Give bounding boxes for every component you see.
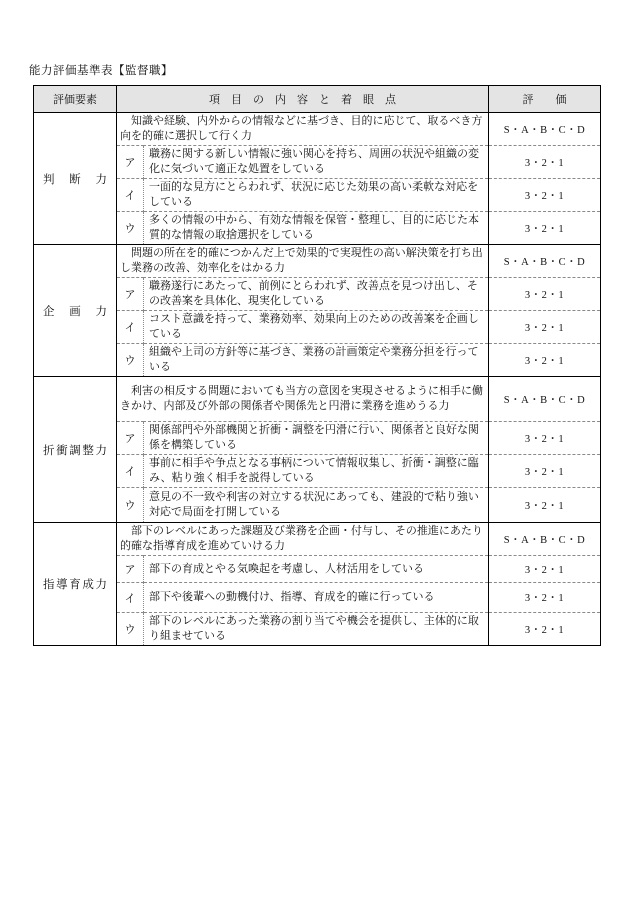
item-rating: 3・2・1 bbox=[489, 613, 601, 646]
item-text: 部下のレベルにあった業務の割り当てや機会を提供し、主体的に取り組ませている bbox=[144, 613, 489, 646]
summary-row bbox=[34, 245, 601, 278]
item-label: ウ bbox=[117, 344, 144, 377]
item-rating: 3・2・1 bbox=[489, 422, 601, 455]
item-text: 職務遂行にあたって、前例にとらわれず、改善点を見つけ出し、その改善案を具体化、現実化している bbox=[144, 278, 489, 311]
summary-row bbox=[34, 113, 601, 146]
item-row bbox=[34, 488, 601, 523]
item-label: ウ bbox=[117, 613, 144, 646]
item-text: 部下の育成とやる気喚起を考慮し、人材活用をしている bbox=[144, 556, 489, 583]
doc-title: 能力評価基準表【監督職】 bbox=[29, 65, 173, 77]
item-rating: 3・2・1 bbox=[489, 488, 601, 523]
item-label: ウ bbox=[117, 488, 144, 523]
item-rating: 3・2・1 bbox=[489, 344, 601, 377]
item-row bbox=[34, 422, 601, 455]
item-text: 事前に相手や争点となる事柄について情報収集し、折衝・調整に臨み、粘り強く相手を説得している bbox=[144, 455, 489, 488]
table-header-row bbox=[34, 86, 601, 113]
summary-cell bbox=[117, 523, 489, 556]
section-judgment bbox=[34, 113, 601, 245]
summary-row bbox=[34, 523, 601, 556]
factor-label: 折衝調整力 bbox=[34, 377, 117, 523]
summary-rating: S・A・B・C・D bbox=[489, 113, 601, 146]
factor-label: 判断力 bbox=[34, 113, 117, 245]
section-mentoring bbox=[34, 523, 601, 646]
item-rating: 3・2・1 bbox=[489, 146, 601, 179]
item-label: ア bbox=[117, 146, 144, 179]
summary-cell bbox=[117, 113, 489, 146]
header-rating: 評 価 bbox=[489, 86, 601, 113]
header-content: 項 目 の 内 容 と 着 眼 点 bbox=[117, 86, 489, 113]
item-text: 組織や上司の方針等に基づき、業務の計画策定や業務分担を行っている bbox=[144, 344, 489, 377]
header-factor: 評価要素 bbox=[34, 86, 117, 113]
item-label: イ bbox=[117, 179, 144, 212]
item-label: ア bbox=[117, 278, 144, 311]
item-row bbox=[34, 344, 601, 377]
summary-rating: S・A・B・C・D bbox=[489, 523, 601, 556]
summary-rating: S・A・B・C・D bbox=[489, 377, 601, 422]
item-rating: 3・2・1 bbox=[489, 278, 601, 311]
summary-text: 部下のレベルにあった課題及び業務を企画・付与し、その推進にあたり的確な指導育成を進めていける力 bbox=[120, 525, 483, 552]
item-text: コスト意識を持って、業務効率、効果向上のための改善案を企画している bbox=[144, 311, 489, 344]
item-text: 関係部門や外部機関と折衝・調整を円滑に行い、関係者と良好な関係を構築している bbox=[144, 422, 489, 455]
summary-row bbox=[34, 377, 601, 422]
item-text: 一面的な見方にとらわれず、状況に応じた効果の高い柔軟な対応をしている bbox=[144, 179, 489, 212]
item-row bbox=[34, 278, 601, 311]
item-row bbox=[34, 179, 601, 212]
item-label: ア bbox=[117, 556, 144, 583]
section-planning bbox=[34, 245, 601, 377]
item-row bbox=[34, 583, 601, 613]
item-rating: 3・2・1 bbox=[489, 311, 601, 344]
summary-rating: S・A・B・C・D bbox=[489, 245, 601, 278]
item-row bbox=[34, 455, 601, 488]
item-rating: 3・2・1 bbox=[489, 455, 601, 488]
item-rating: 3・2・1 bbox=[489, 179, 601, 212]
summary-cell bbox=[117, 245, 489, 278]
evaluation-criteria-table bbox=[33, 85, 601, 646]
item-text: 意見の不一致や利害の対立する状況にあっても、建設的で粘り強い対応で局面を打開している bbox=[144, 488, 489, 523]
item-row bbox=[34, 311, 601, 344]
item-rating: 3・2・1 bbox=[489, 583, 601, 613]
item-label: ウ bbox=[117, 212, 144, 245]
item-label: ア bbox=[117, 422, 144, 455]
summary-text: 利害の相反する問題においても当方の意図を実現させるように相手に働きかけ、内部及び外部の関係者や関係先と円滑に業務を進めうる力 bbox=[120, 385, 483, 412]
item-text: 多くの情報の中から、有効な情報を保管・整理し、目的に応じた本質的な情報の取捨選択をしている bbox=[144, 212, 489, 245]
item-row bbox=[34, 613, 601, 646]
summary-cell bbox=[117, 377, 489, 422]
item-row bbox=[34, 146, 601, 179]
item-row bbox=[34, 556, 601, 583]
item-label: イ bbox=[117, 583, 144, 613]
item-label: イ bbox=[117, 455, 144, 488]
item-label: イ bbox=[117, 311, 144, 344]
item-row bbox=[34, 212, 601, 245]
item-rating: 3・2・1 bbox=[489, 212, 601, 245]
item-text: 職務に関する新しい情報に強い関心を持ち、周囲の状況や組織の変化に気づいて適正な処置をしている bbox=[144, 146, 489, 179]
factor-label: 指導育成力 bbox=[34, 523, 117, 646]
factor-label: 企画力 bbox=[34, 245, 117, 377]
section-negotiation bbox=[34, 377, 601, 523]
summary-text: 問題の所在を的確につかんだ上で効果的で実現性の高い解決策を打ち出し業務の改善、効率化をはかる力 bbox=[120, 247, 483, 274]
summary-text: 知識や経験、内外からの情報などに基づき、目的に応じて、取るべき方向を的確に選択して行く力 bbox=[120, 115, 483, 142]
item-rating: 3・2・1 bbox=[489, 556, 601, 583]
item-text: 部下や後輩への動機付け、指導、育成を的確に行っている bbox=[144, 583, 489, 613]
